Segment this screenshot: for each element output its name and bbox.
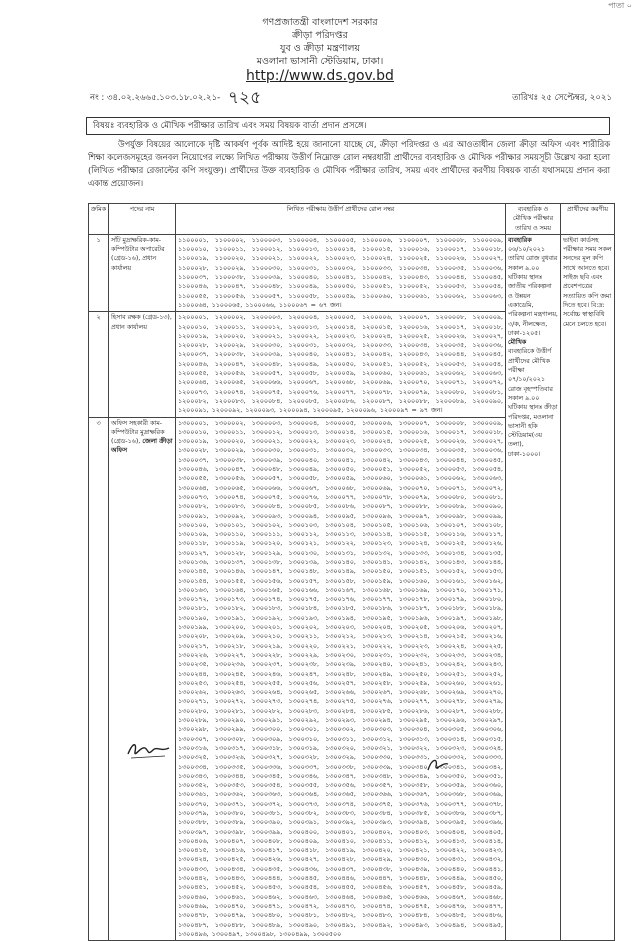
header-line-government: গণপ্রজাতন্ত্রী বাংলাদেশ সরকার	[262, 17, 378, 28]
memo-reference-number: ৭২৫	[228, 88, 262, 108]
row-post-office: জেলা ক্রীড়া অফিস	[111, 438, 173, 455]
signature-right-icon	[424, 756, 452, 774]
row-serial: ৩	[89, 417, 109, 941]
website-link[interactable]: http://www.ds.gov.bd	[246, 68, 394, 84]
row-post-cell	[109, 417, 176, 941]
column-header-serial: ক্রমিক	[89, 204, 109, 235]
table-header-row	[89, 204, 615, 235]
header-line-department: ক্রীড়া পরিদপ্তর	[292, 30, 348, 41]
row-serial: ১	[89, 234, 109, 311]
page-number: পাতা ০	[608, 1, 632, 10]
schedule-cell	[506, 234, 561, 940]
column-header-post: পদের নাম	[109, 204, 176, 235]
header-line-address: মওলানা ভাসানী স্টেডিয়াম, ঢাকা।	[256, 56, 384, 67]
row-rolls: ১১০০০০১, ১১০০০০২, ১১০০০০৩, ১১০০০০৪, ১১০০০০৫, ১১০০০০৬, ১১০০০০৭, ১১০০০০৮, ১১০০০০৯, ১১০০০১০, ১১০০০১১, ১১০০০১২, ১১০০০১৩, ১১০০০১৪, ১১০০০১৫, ১১০০০১৬, ১১০০০১৭, ১১০০০১৮, ১১০০০১৯, ১১০০০২০, ১১০০০২১, ১১০০০২২, ১১০০০২৩, ১১০০০২৪, ১১০০০২৫, ১১০০০২৬, ১১০০০২৭, ১১০০০২৮, ১১০০০২৯, ১১০০০৩০, ১১০০০৩১, ১১০০০৩২, ১১০০০৩৩, ১১০০০৩৪, ১১০০০৩৫, ১১০০০৩৬, ১১০০০৩৭, ১১০০০৩৮, ১১০০০৩৯, ১১০০০৪০, ১১০০০৪১, ১১০০০৪২, ১১০০০৪৩, ১১০০০৪৪, ১১০০০৪৫, ১১০০০৪৬, ১১০০০৪৭, ১১০০০৪৮, ১১০০০৪৯, ১১০০০৫০, ১১০০০৫১, ১১০০০৫২, ১১০০০৫৩, ১১০০০৫৪, ১১০০০৫৫, ১১০০০৫৬, ১১০০০৫৭, ১১০০০৫৮, ১১০০০৫৯, ১১০০০৬০, ১১০০০৬১, ১১০০০৬২, ১১০০০৬৩, ১১০০০৬৪, ১১০০০৬৫, ১১০০০৬৬, ১১০০০৬৭ = ৬৭ জন।	[176, 234, 506, 311]
subject-box: বিষয়ঃ ব্যবহারিক ও মৌখিক পরীক্ষার তারিখ এবং সময় বিষয়ক বার্তা প্রদান প্রসঙ্গে।	[86, 117, 610, 135]
row-rolls: ১৩০০০০১, ১৩০০০০২, ১৩০০০০৩, ১৩০০০০৪, ১৩০০০০৫, ১৩০০০০৬, ১৩০০০০৭, ১৩০০০০৮, ১৩০০০০৯, ১৩০০০১০, ১৩০০০১১, ১৩০০০১২, ১৩০০০১৩, ১৩০০০১৪, ১৩০০০১৫, ১৩০০০১৬, ১৩০০০১৭, ১৩০০০১৮, ১৩০০০১৯, ১৩০০০২০, ১৩০০০২১, ১৩০০০২২, ১৩০০০২৩, ১৩০০০২৪, ১৩০০০২৫, ১৩০০০২৬, ১৩০০০২৭, ১৩০০০২৮, ১৩০০০২৯, ১৩০০০৩০, ১৩০০০৩১, ১৩০০০৩২, ১৩০০০৩৩, ১৩০০০৩৪, ১৩০০০৩৫, ১৩০০০৩৬, ১৩০০০৩৭, ১৩০০০৩৮, ১৩০০০৩৯, ১৩০০০৪০, ১৩০০০৪১, ১৩০০০৪২, ১৩০০০৪৩, ১৩০০০৪৪, ১৩০০০৪৫, ১৩০০০৪৬, ১৩০০০৪৭, ১৩০০০৪৮, ১৩০০০৪৯, ১৩০০০৫০, ১৩০০০৫১, ১৩০০০৫২, ১৩০০০৫৩, ১৩০০০৫৪, ১৩০০০৫৫, ১৩০০০৫৬, ১৩০০০৫৭, ১৩০০০৫৮, ১৩০০০৫৯, ১৩০০০৬০, ১৩০০০৬১, ১৩০০০৬২, ১৩০০০৬৩, ১৩০০০৬৪, ১৩০০০৬৫, ১৩০০০৬৬, ১৩০০০৬৭, ১৩০০০৬৮, ১৩০০০৬৯, ১৩০০০৭০, ১৩০০০৭১, ১৩০০০৭২, ১৩০০০৭৩, ১৩০০০৭৪, ১৩০০০৭৫, ১৩০০০৭৬, ১৩০০০৭৭, ১৩০০০৭৮, ১৩০০০৭৯, ১৩০০০৮০, ১৩০০০৮১, ১৩০০০৮২, ১৩০০০৮৩, ১৩০০০৮৪, ১৩০০০৮৫, ১৩০০০৮৬, ১৩০০০৮৭, ১৩০০০৮৮, ১৩০০০৮৯, ১৩০০০৯০, ১৩০০০৯১, ১৩০০০৯২, ১৩০০০৯৩, ১৩০০০৯৪, ১৩০০০৯৫, ১৩০০০৯৬, ১৩০০০৯৭, ১৩০০০৯৮, ১৩০০০৯৯, ১৩০০১০০, ১৩০০১০১, ১৩০০১০২, ১৩০০১০৩, ১৩০০১০৪, ১৩০০১০৫, ১৩০০১০৬, ১৩০০১০৭, ১৩০০১০৮, ১৩০০১০৯, ১৩০০১১০, ১৩০০১১১, ১৩০০১১২, ১৩০০১১৩, ১৩০০১১৪, ১৩০০১১৫, ১৩০০১১৬, ১৩০০১১৭, ১৩০০১১৮, ১৩০০১১৯, ১৩০০১২০, ১৩০০১২১, ১৩০০১২২, ১৩০০১২৩, ১৩০০১২৪, ১৩০০১২৫, ১৩০০১২৬, ১৩০০১২৭, ১৩০০১২৮, ১৩০০১২৯, ১৩০০১৩০, ১৩০০১৩১, ১৩০০১৩২, ১৩০০১৩৩, ১৩০০১৩৪, ১৩০০১৩৫, ১৩০০১৩৬, ১৩০০১৩৭, ১৩০০১৩৮, ১৩০০১৩৯, ১৩০০১৪০, ১৩০০১৪১, ১৩০০১৪২, ১৩০০১৪৩, ১৩০০১৪৪, ১৩০০১৪৫, ১৩০০১৪৬, ১৩০০১৪৭, ১৩০০১৪৮, ১৩০০১৪৯, ১৩০০১৫০, ১৩০০১৫১, ১৩০০১৫২, ১৩০০১৫৩, ১৩০০১৫৪, ১৩০০১৫৫, ১৩০০১৫৬, ১৩০০১৫৭, ১৩০০১৫৮, ১৩০০১৫৯, ১৩০০১৬০, ১৩০০১৬১, ১৩০০১৬২, ১৩০০১৬৩, ১৩০০১৬৪, ১৩০০১৬৫, ১৩০০১৬৬, ১৩০০১৬৭, ১৩০০১৬৮, ১৩০০১৬৯, ১৩০০১৭০, ১৩০০১৭১, ১৩০০১৭২, ১৩০০১৭৩, ১৩০০১৭৪, ১৩০০১৭৫, ১৩০০১৭৬, ১৩০০১৭৭, ১৩০০১৭৮, ১৩০০১৭৯, ১৩০০১৮০, ১৩০০১৮১, ১৩০০১৮২, ১৩০০১৮৩, ১৩০০১৮৪, ১৩০০১৮৫, ১৩০০১৮৬, ১৩০০১৮৭, ১৩০০১৮৮, ১৩০০১৮৯, ১৩০০১৯০, ১৩০০১৯১, ১৩০০১৯২, ১৩০০১৯৩, ১৩০০১৯৪, ১৩০০১৯৫, ১৩০০১৯৬, ১৩০০১৯৭, ১৩০০১৯৮, ১৩০০১৯৯, ১৩০০২০০, ১৩০০২০১, ১৩০০২০২, ১৩০০২০৩, ১৩০০২০৪, ১৩০০২০৫, ১৩০০২০৬, ১৩০০২০৭, ১৩০০২০৮, ১৩০০২০৯, ১৩০০২১০, ১৩০০২১১, ১৩০০২১২, ১৩০০২১৩, ১৩০০২১৪, ১৩০০২১৫, ১৩০০২১৬, ১৩০০২১৭, ১৩০০২১৮, ১৩০০২১৯, ১৩০০২২০, ১৩০০২২১, ১৩০০২২২, ১৩০০২২৩, ১৩০০২২৪, ১৩০০২২৫, ১৩০০২২৬, ১৩০০২২৭, ১৩০০২২৮, ১৩০০২২৯, ১৩০০২৩০, ১৩০০২৩১, ১৩০০২৩২, ১৩০০২৩৩, ১৩০০২৩৪, ১৩০০২৩৫, ১৩০০২৩৬, ১৩০০২৩৭, ১৩০০২৩৮, ১৩০০২৩৯, ১৩০০২৪০, ১৩০০২৪১, ১৩০০২৪২, ১৩০০২৪৩, ১৩০০২৪৪, ১৩০০২৪৫, ১৩০০২৪৬, ১৩০০২৪৭, ১৩০০২৪৮, ১৩০০২৪৯, ১৩০০২৫০, ১৩০০২৫১, ১৩০০২৫২, ১৩০০২৫৩, ১৩০০২৫৪, ১৩০০২৫৫, ১৩০০২৫৬, ১৩০০২৫৭, ১৩০০২৫৮, ১৩০০২৫৯, ১৩০০২৬০, ১৩০০২৬১, ১৩০০২৬২, ১৩০০২৬৩, ১৩০০২৬৪, ১৩০০২৬৫, ১৩০০২৬৬, ১৩০০২৬৭, ১৩০০২৬৮, ১৩০০২৬৯, ১৩০০২৭০, ১৩০০২৭১, ১৩০০২৭২, ১৩০০২৭৩, ১৩০০২৭৪, ১৩০০২৭৫, ১৩০০২৭৬, ১৩০০২৭৭, ১৩০০২৭৮, ১৩০০২৭৯, ১৩০০২৮০, ১৩০০২৮১, ১৩০০২৮২, ১৩০০২৮৩, ১৩০০২৮৪, ১৩০০২৮৫, ১৩০০২৮৬, ১৩০০২৮৭, ১৩০০২৮৮, ১৩০০২৮৯, ১৩০০২৯০, ১৩০০২৯১, ১৩০০২৯২, ১৩০০২৯৩, ১৩০০২৯৪, ১৩০০২৯৫, ১৩০০২৯৬, ১৩০০২৯৭, ১৩০০২৯৮, ১৩০০২৯৯, ১৩০০৩০০, ১৩০০৩০১, ১৩০০৩০২, ১৩০০৩০৩, ১৩০০৩০৪, ১৩০০৩০৫, ১৩০০৩০৬, ১৩০০৩০৭, ১৩০০৩০৮, ১৩০০৩০৯, ১৩০০৩১০, ১৩০০৩১১, ১৩০০৩১২, ১৩০০৩১৩, ১৩০০৩১৪, ১৩০০৩১৫, ১৩০০৩১৬, ১৩০০৩১৭, ১৩০০৩১৮, ১৩০০৩১৯, ১৩০০৩২০, ১৩০০৩২১, ১৩০০৩২২, ১৩০০৩২৩, ১৩০০৩২৪, ১৩০০৩২৫, ১৩০০৩২৬, ১৩০০৩২৭, ১৩০০৩২৮, ১৩০০৩২৯, ১৩০০৩৩০, ১৩০০৩৩১, ১৩০০৩৩২, ১৩০০৩৩৩, ১৩০০৩৩৪, ১৩০০৩৩৫, ১৩০০৩৩৬, ১৩০০৩৩৭, ১৩০০৩৩৮, ১৩০০৩৩৯, ১৩০০৩৪০, ১৩০০৩৪১, ১৩০০৩৪২, ১৩০০৩৪৩, ১৩০০৩৪৪, ১৩০০৩৪৫, ১৩০০৩৪৬, ১৩০০৩৪৭, ১৩০০৩৪৮, ১৩০০৩৪৯, ১৩০০৩৫০, ১৩০০৩৫১, ১৩০০৩৫২, ১৩০০৩৫৩, ১৩০০৩৫৪, ১৩০০৩৫৫, ১৩০০৩৫৬, ১৩০০৩৫৭, ১৩০০৩৫৮, ১৩০০৩৫৯, ১৩০০৩৬০, ১৩০০৩৬১, ১৩০০৩৬২, ১৩০০৩৬৩, ১৩০০৩৬৪, ১৩০০৩৬৫, ১৩০০৩৬৬, ১৩০০৩৬৭, ১৩০০৩৬৮, ১৩০০৩৬৯, ১৩০০৩৭০, ১৩০০৩৭১, ১৩০০৩৭২, ১৩০০৩৭৩, ১৩০০৩৭৪, ১৩০০৩৭৫, ১৩০০৩৭৬, ১৩০০৩৭৭, ১৩০০৩৭৮, ১৩০০৩৭৯, ১৩০০৩৮০, ১৩০০৩৮১, ১৩০০৩৮২, ১৩০০৩৮৩, ১৩০০৩৮৪, ১৩০০৩৮৫, ১৩০০৩৮৬, ১৩০০৩৮৭, ১৩০০৩৮৮, ১৩০০৩৮৯, ১৩০০৩৯০, ১৩০০৩৯১, ১৩০০৩৯২, ১৩০০৩৯৩, ১৩০০৩৯৪, ১৩০০৩৯৫, ১৩০০৩৯৬, ১৩০০৩৯৭, ১৩০০৩৯৮, ১৩০০৩৯৯, ১৩০০৪০০, ১৩০০৪০১, ১৩০০৪০২, ১৩০০৪০৩, ১৩০০৪০৪, ১৩০০৪০৫, ১৩০০৪০৬, ১৩০০৪০৭, ১৩০০৪০৮, ১৩০০৪০৯, ১৩০০৪১০, ১৩০০৪১১, ১৩০০৪১২, ১৩০০৪১৩, ১৩০০৪১৪, ১৩০০৪১৫, ১৩০০৪১৬, ১৩০০৪১৭, ১৩০০৪১৮, ১৩০০৪১৯, ১৩০০৪২০, ১৩০০৪২১, ১৩০০৪২২, ১৩০০৪২৩, ১৩০০৪২৪, ১৩০০৪২৫, ১৩০০৪২৬, ১৩০০৪২৭, ১৩০০৪২৮, ১৩০০৪২৯, ১৩০০৪৩০, ১৩০০৪৩১, ১৩০০৪৩২, ১৩০০৪৩৩, ১৩০০৪৩৪, ১৩০০৪৩৫, ১৩০০৪৩৬, ১৩০০৪৩৭, ১৩০০৪৩৮, ১৩০০৪৩৯, ১৩০০৪৪০, ১৩০০৪৪১, ১৩০০৪৪২, ১৩০০৪৪৩, ১৩০০৪৪৪, ১৩০০৪৪৫, ১৩০০৪৪৬, ১৩০০৪৪৭, ১৩০০৪৪৮, ১৩০০৪৪৯, ১৩০০৪৫০, ১৩০০৪৫১, ১৩০০৪৫২, ১৩০০৪৫৩, ১৩০০৪৫৪, ১৩০০৪৫৫, ১৩০০৪৫৬, ১৩০০৪৫৭, ১৩০০৪৫৮, ১৩০০৪৫৯, ১৩০০৪৬০, ১৩০০৪৬১, ১৩০০৪৬২, ১৩০০৪৬৩, ১৩০০৪৬৪, ১৩০০৪৬৫, ১৩০০৪৬৬, ১৩০০৪৬৭, ১৩০০৪৬৮, ১৩০০৪৬৯, ১৩০০৪৭০, ১৩০০৪৭১, ১৩০০৪৭২, ১৩০০৪৭৩, ১৩০০৪৭৪, ১৩০০৪৭৫, ১৩০০৪৭৬, ১৩০০৪৭৭, ১৩০০৪৭৮, ১৩০০৪৭৯, ১৩০০৪৮০, ১৩০০৪৮১, ১৩০০৪৮২, ১৩০০৪৮৩, ১৩০০৪৮৪, ১৩০০৪৮৫, ১৩০০৪৮৬, ১৩০০৪৮৭, ১৩০০৪৮৮, ১৩০০৪৮৯, ১৩০০৪৯০, ১৩০০৪৯১, ১৩০০৪৯২, ১৩০০৪৯৩, ১৩০০৪৯৪, ১৩০০৪৯৫, ১৩০০৪৯৬, ১৩০০৪৯৭, ১৩০০৪৯৮, ১৩০০৪৯৯, ১৩০০৫০০	[176, 417, 506, 941]
schedule-viva-heading: মৌখিক	[508, 339, 527, 347]
schedule-viva-text: ব্যবহারিকে উত্তীর্ণ প্রার্থীদের মৌখিক পরীক্ষা ০৭/১০/২০২১ রোজ বৃহস্পতিবার সকাল ৯.০০ ঘটিকায় স্থানঃ ক্রীড়া পরিদপ্তর, মওলানা ভাসানী হকি স্টেডিয়াম(৩য় তলা), ঢাকা-১০০০।	[508, 348, 558, 458]
column-header-schedule: ব্যবহারিক ও মৌখিক পরীক্ষার তারিখ ও সময়	[506, 204, 561, 235]
row-serial: ২	[89, 312, 109, 417]
body-paragraph: উপর্যুক্ত বিষয়ের আলোকে দৃষ্টি আকর্ষণ পূর্বক আদিষ্ট হয়ে জানানো যাচ্ছে যে, ক্রীড়া পরিদপ্তর ও এর আওতাধীন জেলা ক্রীড়া অফিস এবং শারীরিক শিক্ষা কলেজসমূহের জনবল নিয়োগের লক্ষ্যে লিখিত পরীক্ষায় উত্তীর্ণ নিম্নোক্ত রোল নম্বরধারী প্রার্থীদের ব্যবহারিক ও মৌখিক পরীক্ষার সময়সূচী উল্লেখ করা হলো (লিখিত পরীক্ষার রেজাল্টের কপি সংযুক্ত)। প্রার্থীদের উক্ত ব্যবহারিক ও মৌখিক পরীক্ষার তারিখ, সময় এবং প্রার্থীদের করণীয় বিষয়ক বার্তা যথাসময়ে প্রদান করা একান্ত প্রয়োজন।	[88, 139, 610, 188]
table-row	[89, 234, 615, 311]
instructions-cell: ভাইবা কার্ডসহ পরীক্ষার সময় সকল সনদের মূল কপি সাথে আনতে হবে। সাইজ ছবি এবং প্রবেশপত্রের সত্যায়িত কপি জমা দিতে হবে। বি:দ্র: সর্বোচ্চ স্বাস্থ্যবিধি মেনে চলতে হবে।	[561, 234, 615, 940]
header-line-ministry: যুব ও ক্রীড়া মন্ত্রণালয়	[279, 43, 361, 54]
schedule-table	[88, 203, 615, 941]
row-post: হিসাব রক্ষক (গ্রেড-১৩), প্রধান কার্যালয়	[109, 312, 176, 417]
schedule-practical-text: ০৬/১০/২০২১ তারিখ রোজ বুধবার সকাল ৯.০০ ঘটিকায় স্থানঃ জাতীয় পরিকল্পনা ও উন্নয়ন একাডেমি, পরিকল্পনা মন্ত্রণালয়, ৩/ক, নীলক্ষেত, ঢাকা-১২০৫।	[508, 246, 558, 337]
schedule-practical-heading: ব্যবহারিক	[508, 236, 532, 244]
row-post: সাঁট মুদ্রাক্ষরিক-কাম-কম্পিউটার অপারেটর (গ্রেড-১৬), প্রধান কার্যালয়	[109, 234, 176, 311]
column-header-rolls: লিখিত পরীক্ষায় উত্তীর্ণ প্রার্থীদের রোল নম্বর	[176, 204, 506, 235]
memo-row	[90, 88, 612, 108]
row-post: অফিস সহকারী কাম-কম্পিউটার মুদ্রাক্ষরিক (গ্রেড-১৬),	[111, 419, 165, 446]
signature-left-icon	[125, 738, 173, 762]
row-rolls: ১২০০০০১, ১২০০০০২, ১২০০০০৩, ১২০০০০৪, ১২০০০০৫, ১২০০০০৬, ১২০০০০৭, ১২০০০০৮, ১২০০০০৯, ১২০০০১০, ১২০০০১১, ১২০০০১২, ১২০০০১৩, ১২০০০১৪, ১২০০০১৫, ১২০০০১৬, ১২০০০১৭, ১২০০০১৮, ১২০০০১৯, ১২০০০২০, ১২০০০২১, ১২০০০২২, ১২০০০২৩, ১২০০০২৪, ১২০০০২৫, ১২০০০২৬, ১২০০০২৭, ১২০০০২৮, ১২০০০২৯, ১২০০০৩০, ১২০০০৩১, ১২০০০৩২, ১২০০০৩৩, ১২০০০৩৪, ১২০০০৩৫, ১২০০০৩৬, ১২০০০৩৭, ১২০০০৩৮, ১২০০০৩৯, ১২০০০৪০, ১২০০০৪১, ১২০০০৪২, ১২০০০৪৩, ১২০০০৪৪, ১২০০০৪৫, ১২০০০৪৬, ১২০০০৪৭, ১২০০০৪৮, ১২০০০৪৯, ১২০০০৫০, ১২০০০৫১, ১২০০০৫২, ১২০০০৫৩, ১২০০০৫৪, ১২০০০৫৫, ১২০০০৫৬, ১২০০০৫৭, ১২০০০৫৮, ১২০০০৫৯, ১২০০০৬০, ১২০০০৬১, ১২০০০৬২, ১২০০০৬৩, ১২০০০৬৪, ১২০০০৬৫, ১২০০০৬৬, ১২০০০৬৭, ১২০০০৬৮, ১২০০০৬৯, ১২০০০৭০, ১২০০০৭১, ১২০০০৭২, ১২০০০৭৩, ১২০০০৭৪, ১২০০০৭৫, ১২০০০৭৬, ১২০০০৭৭, ১২০০০৭৮, ১২০০০৭৯, ১২০০০৮০, ১২০০০৮১, ১২০০০৮২, ১২০০০৮৩, ১২০০০৮৪, ১২০০০৮৫, ১২০০০৮৬, ১২০০০৮৭, ১২০০০৮৮, ১২০০০৮৯, ১২০০০৯০, ১২০০০৯১, ১২০০০৯২, ১২০০০৯৩, ১২০০০৯৪, ১২০০০৯৫, ১২০০০৯৬, ১২০০০৯৭ = ৯৭ জন।	[176, 312, 506, 417]
column-header-instructions: প্রার্থীদের করণীয়	[561, 204, 615, 235]
memo-reference: নং : ৩৪.০২.২৬৬৫.১০৩.১৮.০২.২১-	[90, 93, 221, 103]
letterhead	[0, 16, 640, 84]
memo-date: তারিখঃ ২৫ সেপ্টেম্বর, ২০২১	[512, 93, 612, 103]
